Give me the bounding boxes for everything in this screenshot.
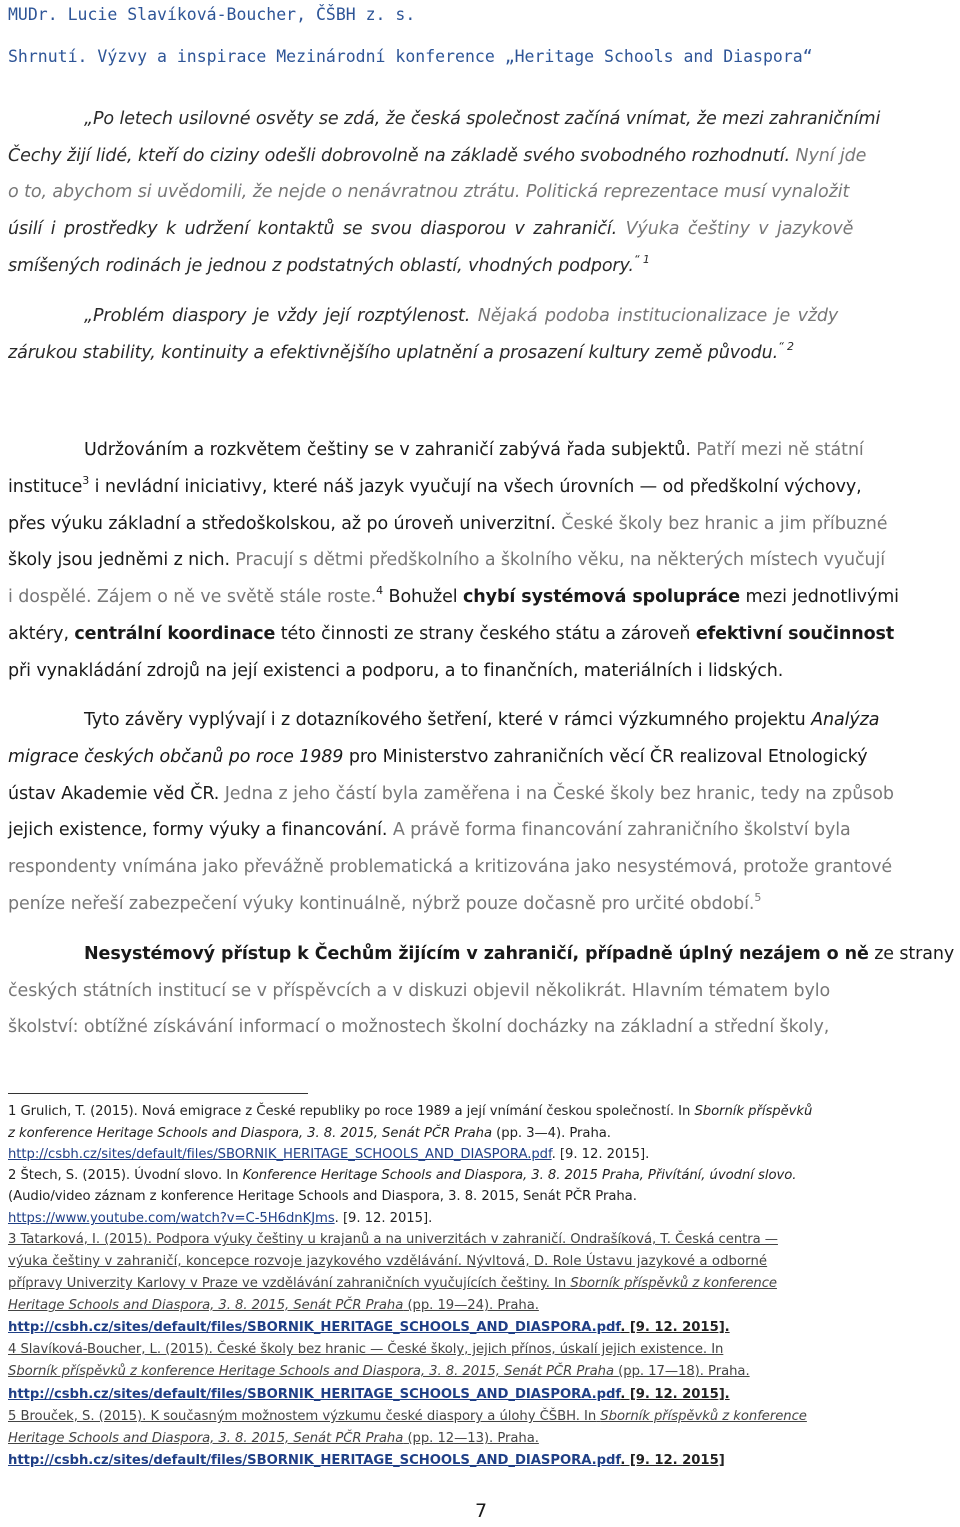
quote2-line1-a: „Problém diaspory je vždy její rozptýlenost. (84, 306, 471, 326)
para1-line3 (8, 514, 887, 534)
para2-line6 (8, 891, 762, 914)
footnote-4-date: . [9. 12. 2015]. (620, 1387, 730, 1402)
header-subtitle: Shrnutí. Výzvy a inspirace Mezinárodní konference „Heritage Schools and Diaspora“ (8, 47, 813, 66)
page-number: 7 (475, 1500, 488, 1522)
quote1-line2-b: Nyní jde (795, 146, 867, 166)
quote1-line4-b: Výuka češtiny v jazykově (625, 219, 854, 239)
para2-line3-b: Jedna z jeho částí byla zaměřena i na České školy bez hranic, tedy na způsob (224, 784, 894, 804)
para2-line6-text: peníze neřeší zabezpečení výuky kontinuálně, nýbrž pouze dočasně pro určité období. (8, 894, 755, 914)
para2-line3 (8, 784, 894, 804)
para2-line1-b: Analýza (811, 710, 880, 730)
para2-line4-a: jejich existence, formy výuky a financování. (8, 820, 388, 840)
footnote-2-line1 (8, 1168, 796, 1183)
para2-line2 (8, 747, 867, 767)
para1-line1-a: Udržováním a rozkvětem češtiny se v zahraničí zabývá řada subjektů. (84, 440, 691, 460)
para1-line2 (8, 474, 862, 497)
para1-line6-d: efektivní součinnost (695, 624, 895, 644)
para1-line4 (8, 550, 885, 570)
footnote-2-a: 2 Štech, S. (2015). Úvodní slovo. In (8, 1168, 239, 1183)
quote1-line2-a: Čechy žijí lidé, kteří do ciziny odešli dobrovolně na základě svého svobodného rozhodnutí. (8, 146, 790, 166)
footnote-2-line3 (8, 1211, 432, 1226)
quote1-line4 (8, 219, 853, 239)
quote1-line5-text: smíšených rodinách je jednou z podstatných oblastí, vhodných podpory. (8, 256, 634, 276)
para2-line2-a: migrace českých občanů po roce 1989 (8, 747, 344, 767)
footnote-5-date: . [9. 12. 2015] (620, 1453, 725, 1468)
para1-line6 (8, 624, 894, 644)
para1-line3-a: přes výuku základní a středoškolskou, až po úroveň univerzitní. (8, 514, 556, 534)
footnote-5-a: 5 Brouček, S. (2015). K současným možnostem výzkumu české diaspory a úlohy ČŠBH. In (8, 1409, 597, 1424)
footnote-4-line2 (8, 1364, 750, 1379)
footnote-5-c1: Heritage Schools and Diaspora, 3. 8. 2015, Senát PČR Praha (8, 1431, 404, 1446)
quote1-line3-a: o to, abychom si uvědomili, že nejde o nenávratnou ztrátu. (8, 182, 521, 202)
para1-line3-b: České školy bez hranic a jim příbuzné (561, 514, 888, 534)
para1-line2-a: instituce (8, 477, 83, 497)
quote1-line2 (8, 146, 866, 166)
footnote-3-d2: (pp. 19—24). Praha. (407, 1298, 539, 1313)
para1-line5-b: Bohužel (388, 587, 458, 607)
para2-line5: respondenty vnímána jako převážně problematická a kritizována jako nesystémová, protože grantové (8, 857, 893, 877)
footnote-ref-1[interactable]: “ 1 (633, 253, 650, 266)
footnote-4-b2: (pp. 17—18). Praha. (618, 1364, 750, 1379)
footnote-4-link[interactable]: http://csbh.cz/sites/default/files/SBORNIK_HERITAGE_SCHOOLS_AND_DIASPORA.pdf (8, 1387, 621, 1402)
para1-line6-b: centrální koordinace (74, 624, 276, 644)
footnote-1-line3 (8, 1147, 649, 1162)
footnote-1-d: (pp. 3—4). Praha. (496, 1126, 611, 1141)
footnote-3-line3 (8, 1276, 777, 1291)
para2-line3-a: ústav Akademie věd ČR. (8, 784, 220, 804)
para1-line7: při vynakládání zdrojů na její existenci a podporu, a to finančních, materiálních i lidských. (8, 661, 784, 681)
para3-line2: českých státních institucí se v příspěvcích a v diskuzi objevil několikrát. Hlavním tématem bylo (8, 981, 831, 1001)
footnote-1-line2 (8, 1126, 611, 1141)
quote1-line3 (8, 182, 849, 202)
para2-line4 (8, 820, 851, 840)
footnote-1-date: . [9. 12. 2015]. (551, 1147, 650, 1162)
footnote-ref-2[interactable]: “ 2 (778, 340, 794, 353)
quote2-line2 (8, 340, 794, 363)
footnote-3-line2: výuka češtiny v zahraničí, koncepce rozvoje jazykového vzdělávání. Nývltová, D. Role Ústavu jazykové a odborné (8, 1254, 768, 1269)
footnote-2-b: Konference Heritage Schools and Diaspora, 3. 8. 2015 Praha, Přivítání, úvodní slovo. (242, 1168, 797, 1183)
footnote-3-line1: 3 Tatarková, I. (2015). Podpora výuky češtiny u krajanů a na univerzitách v zahraničí. Ondrašíková, T. Česká centra — (8, 1232, 778, 1247)
footnote-1-c: z konference Heritage Schools and Diaspora, 3. 8. 2015, Senát PČR Praha (8, 1126, 493, 1141)
quote2-line1 (84, 306, 838, 326)
footnote-1-a: 1 Grulich, T. (2015). Nová emigrace z České republiky po roce 1989 a její vnímání českou společností. In (8, 1104, 691, 1119)
para1-line5-c: chybí systémová spolupráce (463, 587, 740, 607)
footnote-4-line3 (8, 1387, 730, 1402)
para3-line3: školství: obtížné získávání informací o možnostech školní docházky na základní a střední školy, (8, 1017, 830, 1037)
footnote-4-line1: 4 Slavíková-Boucher, L. (2015). České školy bez hranic — České školy, jejich přínos, úskalí jejich existence. In (8, 1342, 724, 1357)
quote1-line4-a: úsilí i prostředky k udržení kontaktů se svou diasporou v zahraničí. (8, 219, 618, 239)
footnote-1-line1 (8, 1104, 812, 1119)
footnote-1-b: Sborník příspěvků (694, 1104, 813, 1119)
footnote-2-line2: (Audio/video záznam z konference Heritage Schools and Diaspora, 3. 8. 2015, Senát PČR Praha. (8, 1189, 637, 1204)
para1-line5 (8, 584, 899, 607)
para1-line4-a: školy jsou jedněmi z nich. (8, 550, 230, 570)
para2-line2-b: pro Ministerstvo zahraničních věcí ČR realizoval Etnologický (348, 747, 868, 767)
para1-line4-b: Pracují s dětmi předškolního a školního věku, na některých místech vyučují (235, 550, 886, 570)
para3-line1 (84, 944, 954, 964)
footnote-4-b1: Sborník příspěvků z konference Heritage Schools and Diaspora, 3. 8. 2015, Senát PČR Praha (8, 1364, 614, 1379)
header-author: MUDr. Lucie Slavíková-Boucher, ČŠBH z. s. (8, 5, 416, 24)
footnote-5-c2: (pp. 12—13). Praha. (407, 1431, 539, 1446)
para1-line6-c: této činnosti ze strany českého státu a zároveň (280, 624, 691, 644)
footnote-3-c1: přípravy Univerzity Karlovy v Praze ve vzdělávání zahraničních vyučujících češtiny. In (8, 1276, 567, 1291)
footnote-5-line2 (8, 1431, 539, 1446)
para1-line1-b: Patří mezi ně státní (696, 440, 864, 460)
quote1-line1: „Po letech usilovné osvěty se zdá, že česká společnost začíná vnímat, že mezi zahraničními (84, 109, 881, 129)
quote1-line5 (8, 253, 650, 276)
footnote-ref-4[interactable]: 4 (376, 584, 384, 597)
footnote-separator (8, 1093, 308, 1094)
footnote-3-c2: Sborník příspěvků z konference (570, 1276, 777, 1291)
footnote-5-line1 (8, 1409, 807, 1424)
footnote-3-line4 (8, 1298, 539, 1313)
footnote-5-link[interactable]: http://csbh.cz/sites/default/files/SBORNIK_HERITAGE_SCHOOLS_AND_DIASPORA.pdf (8, 1453, 621, 1468)
quote2-line2-text: zárukou stability, kontinuity a efektivnějšího uplatnění a prosazení kultury země původu. (8, 343, 779, 363)
quote1-line3-b: Politická reprezentace musí vynaložit (525, 182, 850, 202)
quote2-line1-b: Nějaká podoba institucionalizace je vždy (477, 306, 839, 326)
para2-line1-a: Tyto závěry vyplývají i z dotazníkového šetření, které v rámci výzkumného projektu (84, 710, 806, 730)
para2-line1 (84, 710, 879, 730)
footnote-2-date: . [9. 12. 2015]. (334, 1211, 433, 1226)
para1-line2-b: i nevládní iniciativy, které náš jazyk vyučují na všech úrovních — od předškolní výchovy, (94, 477, 862, 497)
footnote-3-date: . [9. 12. 2015]. (620, 1320, 730, 1335)
footnote-5-b: Sborník příspěvků z konference (600, 1409, 807, 1424)
para2-line4-b: A právě forma financování zahraničního školství byla (392, 820, 851, 840)
footnote-3-line5 (8, 1320, 730, 1335)
para1-line5-d: mezi jednotlivými (745, 587, 899, 607)
footnote-1-link[interactable]: http://csbh.cz/sites/default/files/SBORNIK_HERITAGE_SCHOOLS_AND_DIASPORA.pdf (8, 1147, 552, 1162)
para1-line1 (84, 440, 864, 460)
para3-line1-b: ze strany (874, 944, 955, 964)
footnote-3-d1: Heritage Schools and Diaspora, 3. 8. 2015, Senát PČR Praha (8, 1298, 404, 1313)
footnote-ref-3[interactable]: 3 (82, 474, 90, 487)
footnote-5-line3 (8, 1453, 725, 1468)
footnote-ref-5[interactable]: 5 (754, 891, 762, 904)
footnote-2-link[interactable]: https://www.youtube.com/watch?v=C-5H6dnKJms (8, 1211, 335, 1226)
para1-line6-a: aktéry, (8, 624, 69, 644)
para1-line5-a: i dospělé. Zájem o ně ve světě stále roste. (8, 587, 377, 607)
footnote-3-link[interactable]: http://csbh.cz/sites/default/files/SBORNIK_HERITAGE_SCHOOLS_AND_DIASPORA.pdf (8, 1320, 621, 1335)
para3-line1-a: Nesystémový přístup k Čechům žijícím v zahraničí, případně úplný nezájem o ně (84, 944, 869, 964)
